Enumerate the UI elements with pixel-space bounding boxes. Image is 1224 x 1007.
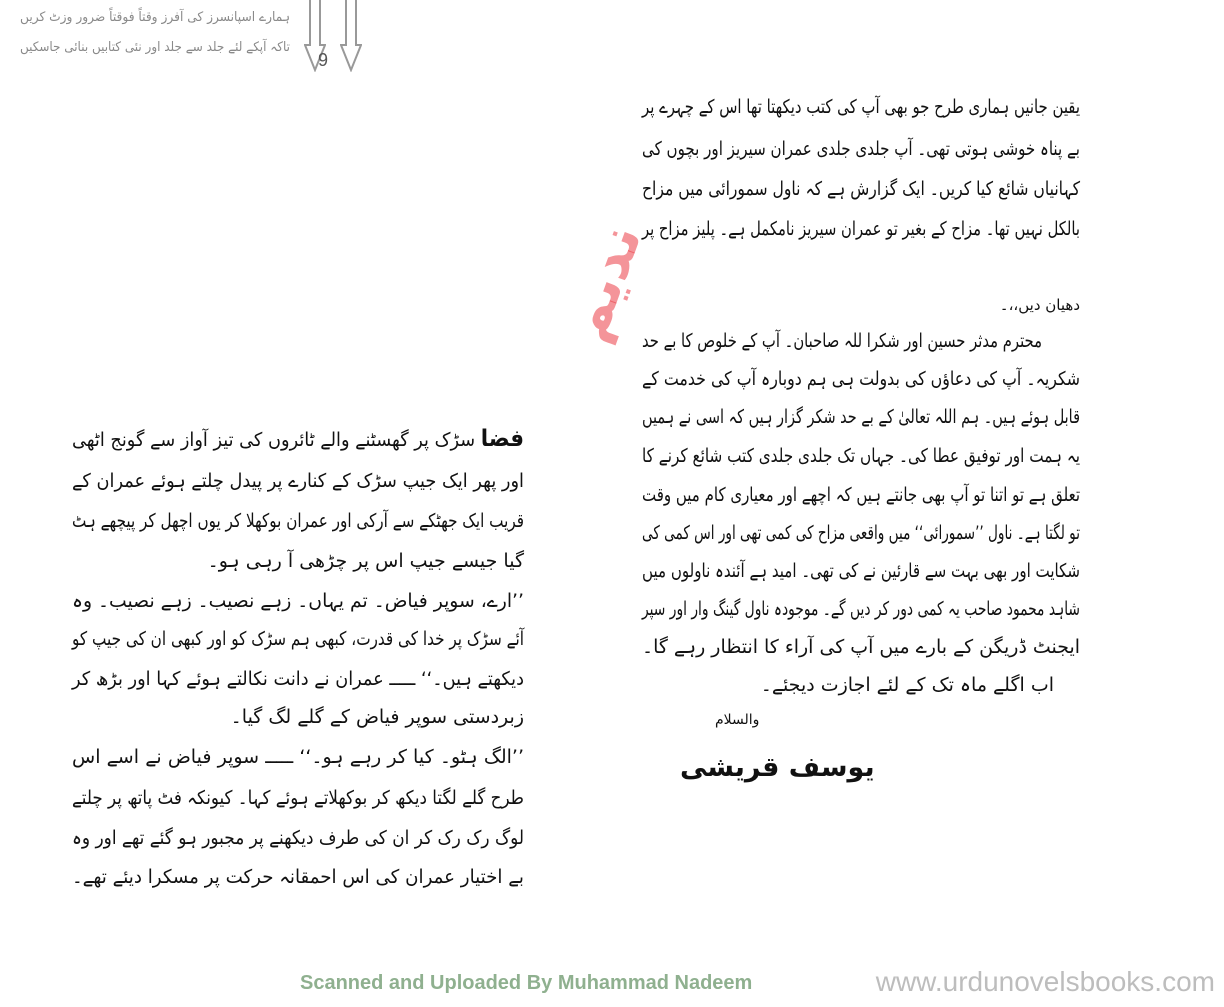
letter-line: شاہد محمود صاحب یہ کمی دور کر دیں گے۔ موجودہ ناول گینگ وار اور سپر	[641, 598, 1080, 620]
scan-credit: Scanned and Uploaded By Muhammad Nadeem	[300, 972, 753, 994]
letter-line: یقین جانیں ہماری طرح جو بھی آپ کی کتب دیکھتا تھا اس کے چہرے پر	[641, 96, 1080, 118]
letter-line: شکایت اور بھی بہت سے قارئین نے کی تھی۔ امید ہے آئندہ ناولوں میں	[641, 560, 1080, 582]
letter-line: دھیان دیں،،۔	[999, 296, 1080, 314]
letter-line: بے پناہ خوشی ہوتی تھی۔ آپ جلدی جلدی عمران سیریز اور بچوں کی	[642, 138, 1080, 160]
letter-line: ایجنٹ ڈریگن کے بارے میں آپ کی آراء کا انتظار رہے گا۔	[642, 636, 1080, 658]
letter-line: قابل ہوئے ہیں۔ ہم اللہ تعالیٰ کے بے حد شکر گزار ہیں کہ اسی نے ہمیں	[641, 406, 1080, 428]
story-first-line	[71, 424, 524, 455]
closing-salutation: والسلام	[715, 712, 760, 728]
story-lead-word: فضا	[480, 426, 524, 452]
letter-line: تعلق ہے تو اتنا تو آپ بھی جانتے ہیں کہ اچھے اور معیاری کام میں وقت	[642, 484, 1080, 506]
story-line: گیا جیسے جیپ اس پر چڑھی آ رہی ہو۔	[207, 550, 524, 572]
page-number: 9	[318, 50, 329, 70]
story-line: آئے سڑک پر خدا کی قدرت، کبھی ہم سڑک کو اور کبھی ان کی جیپ کو	[72, 628, 525, 650]
story-line: ’’ارے، سوپر فیاض۔ تم یہاں۔ زہے نصیب۔ زہے نصیب۔ وہ	[72, 590, 525, 612]
story-line: دیکھتے ہیں۔‘‘ ـــــ عمران نے دانت نکالتے ہوئے کہا اور بڑھ کر	[71, 668, 524, 690]
story-line: لوگ رک رک کر ان کی طرف دیکھنے پر مجبور ہو گئے تھے اور وہ	[71, 827, 524, 849]
sponsor-note-line-2: تاکہ آپکے لئے جلد سے جلد اور نئی کتابیں بنائی جاسکیں	[19, 40, 291, 55]
sponsor-note-line-1: ہمارے اسپانسرز کی آفرز وقتاً فوقتاً ضرور وزٹ کریں	[20, 10, 290, 25]
story-line: اور پھر ایک جیپ سڑک کے کنارے پر پیدل چلتے ہوئے عمران کے	[72, 470, 525, 492]
website-link[interactable]: www.urdunovelsbooks.com	[875, 966, 1215, 997]
letter-line: یہ ہمت اور توفیق عطا کی۔ جہاں تک جلدی جلدی کتب شائع کرنے کا	[642, 445, 1080, 467]
letter-line: بالکل نہیں تھا۔ مزاح کے بغیر تو عمران سیریز نامکمل ہے۔ پلیز مزاح پر	[641, 218, 1080, 240]
story-line: قریب ایک جھٹکے سے آرکی اور عمران بوکھلا کر یوں اچھل کر پیچھے ہٹ	[71, 510, 525, 532]
story-line: بے اختیار عمران کی اس احمقانہ حرکت پر مسکرا دیئے تھے۔	[72, 866, 524, 888]
letter-line: شکریہ۔ آپ کی دعاؤں کی بدولت ہی ہم دوبارہ آپ کی خدمت کے	[641, 368, 1080, 390]
letter-line: کہانیاں شائع کیا کریں۔ ایک گزارش ہے کہ ناول سمورائی میں مزاح	[641, 178, 1080, 200]
letter-line: محترم مدثر حسین اور شکرا للہ صاحبان۔ آپ کے خلوص کا بے حد	[641, 330, 1042, 352]
letter-line: اب اگلے ماہ تک کے لئے اجازت دیجئے۔	[760, 674, 1054, 696]
story-line: سڑک پر گھسٹنے والے ٹائروں کی تیز آواز سے گونج اٹھی	[71, 429, 476, 451]
signature: یوسف قریشی	[680, 752, 875, 783]
letter-line: تو لگتا ہے۔ ناول ’’سمورائی‘‘ میں واقعی مزاح کی کمی تھی اور اس کمی کی	[642, 522, 1080, 544]
story-line: زبردستی سوپر فیاض کے گلے لگ گیا۔	[230, 706, 524, 728]
story-line: طرح گلے لگتا دیکھ کر بوکھلاتے ہوئے کہا۔ کیونکہ فٹ پاتھ پر چلتے	[71, 787, 524, 809]
story-line: ’’الگ ہٹو۔ کیا کر رہے ہو۔‘‘ ـــــ سوپر فیاض نے اسے اس	[72, 746, 524, 768]
down-arrow-icon	[340, 0, 362, 72]
watermark: ندیم	[553, 215, 655, 350]
